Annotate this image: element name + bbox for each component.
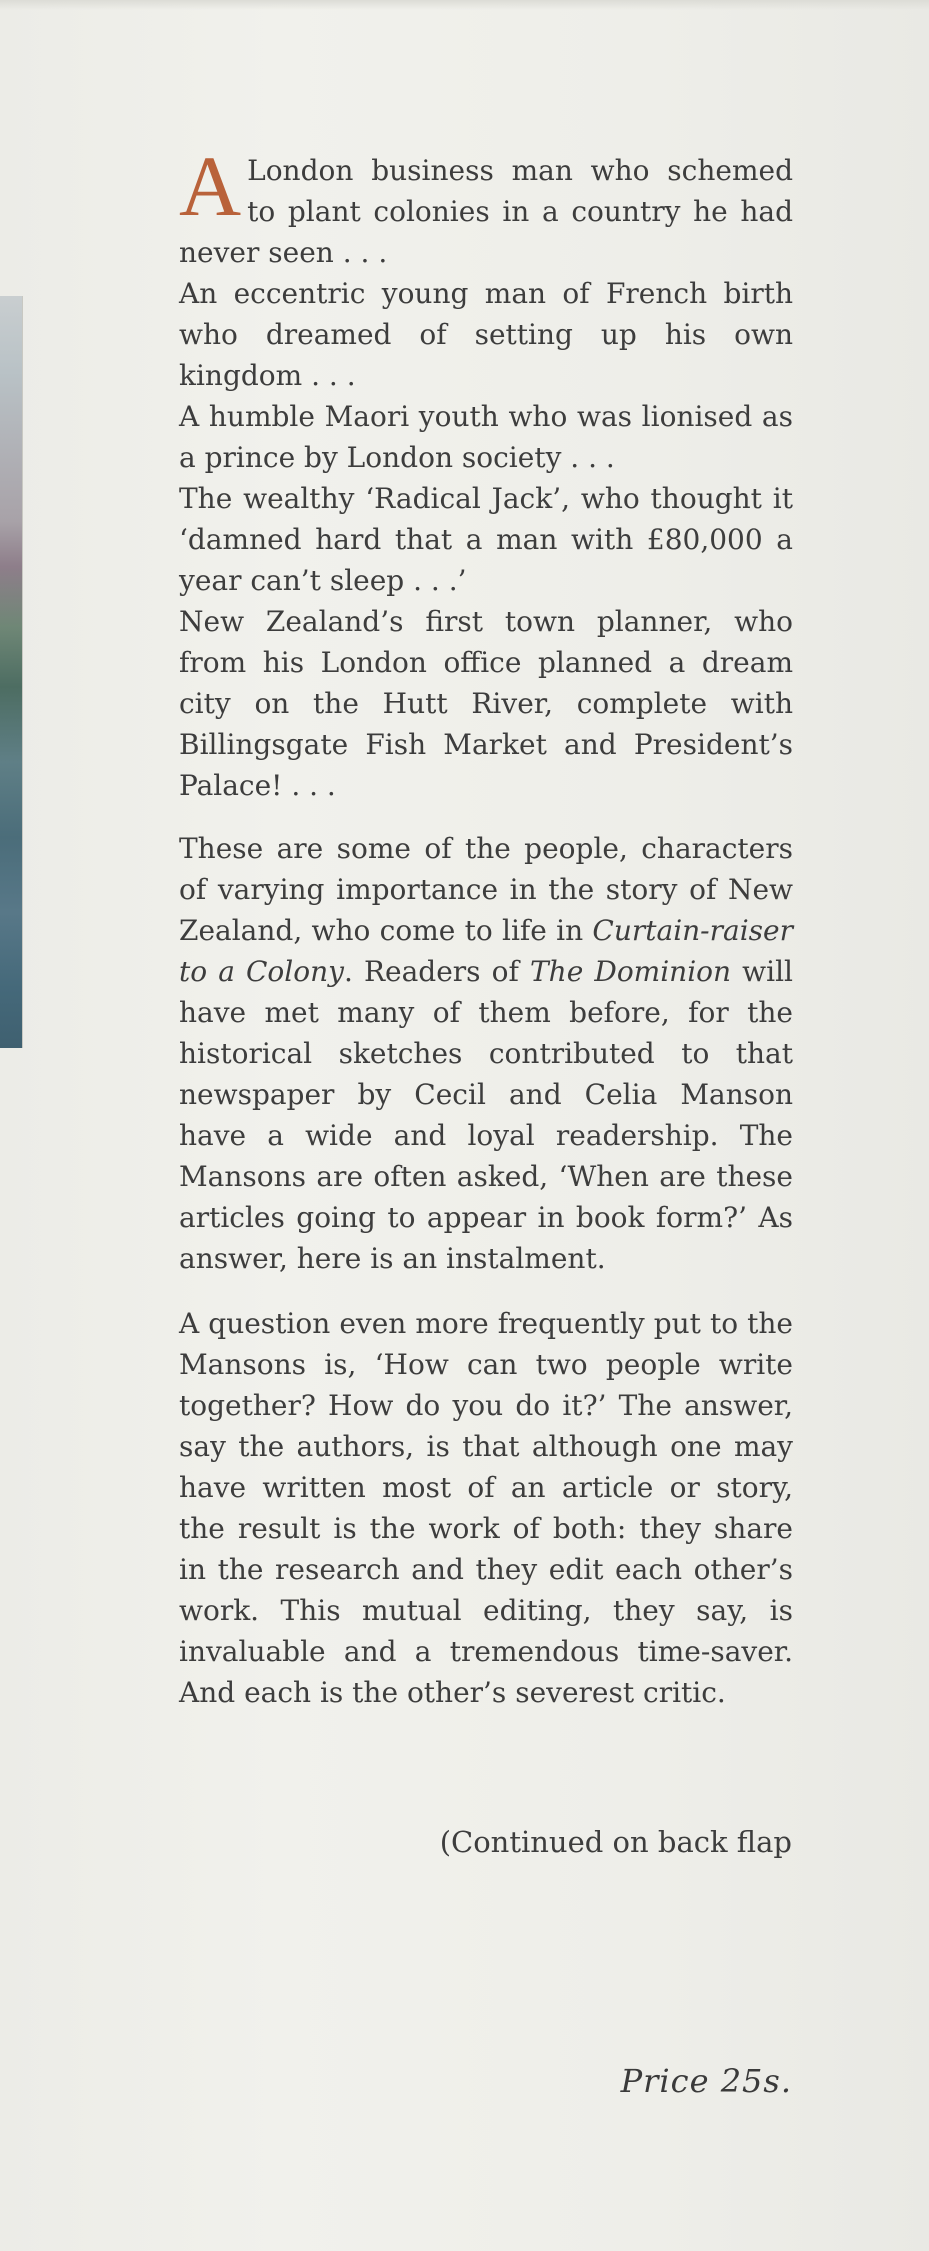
intro-block [179,138,793,806]
intro-line-2: An eccentric young man of French birth who dreamed of setting up his own kingdom . . . [179,277,793,392]
newspaper-title: The Dominion [529,955,732,988]
paragraph-text: These are some of the people, characters of varying importance in the story of New Zealand, who come to life in [179,832,793,947]
intro-line-5: New Zealand’s first town planner, who from his London office planned a dream city on the Hutt River, complete with Billingsgate Fish Market and President’s Palace! . . . [179,605,793,802]
intro-line-1: London business man who schemed to plant colonies in a country he had never seen . . . [179,154,793,269]
paragraph-text: will have met many of them before, for the historical sketches contributed to that newspaper by Cecil and Celia Manson have a wide and loyal readership. The Mansons are often asked, ‘When are these articles going to appear in book form?’ As answer, here is an instalment. [179,955,793,1275]
book-title: Curtain-raiser to a Colony [179,914,793,988]
price-label: Price 25s. [620,2062,792,2100]
cover-illustration-edge [0,296,23,1048]
top-edge-shadow [0,0,929,10]
intro-line-3: A humble Maori youth who was lionised as a prince by London society . . . [179,400,793,474]
continued-note: (Continued on back flap [439,1825,792,1859]
paragraph-authors: A question even more frequently put to the Mansons is, ‘How can two people write together? How do you do it?’ The answer, say the authors, is that although one may have written most of an article or story, the result is the work of both: they share in the research and they edit each other’s work. This mutual editing, they say, is invaluable and a tremendous time-saver. And each is the other’s severest critic. [179,1307,793,1709]
paragraph-characters [179,828,793,1279]
drop-cap: A [179,138,242,234]
paragraph-text: . Readers of [343,955,530,988]
intro-line-4: The wealthy ‘Radical Jack’, who thought it ‘damned hard that a man with £80,000 a year can’t sleep . . .’ [179,482,793,597]
flap-text [179,138,793,1713]
